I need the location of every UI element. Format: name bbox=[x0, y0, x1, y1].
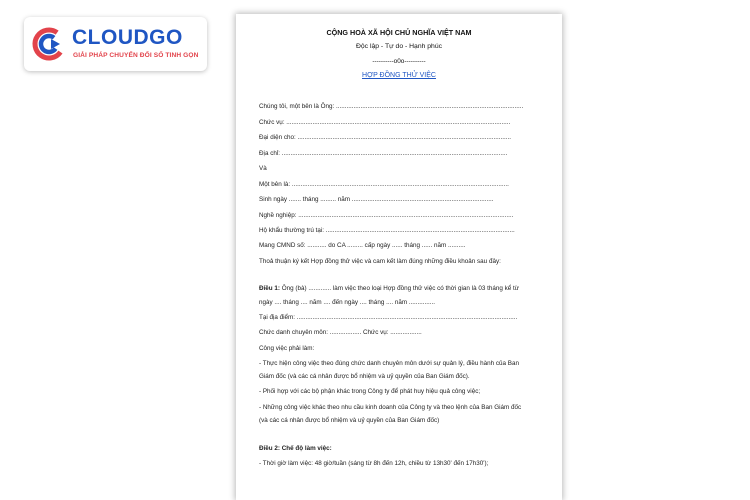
agreement-line: Thoả thuận ký kết Hợp đồng thử việc và cam kết làm đúng những điều khoản sau đây: bbox=[259, 258, 501, 265]
article-1-line-1 bbox=[259, 284, 549, 293]
document-page bbox=[236, 14, 562, 500]
document-motto: Độc lập - Tự do - Hạnh phúc bbox=[355, 43, 443, 50]
logo-name: CLOUDGO bbox=[72, 26, 183, 49]
tasks-label: Công việc phải làm: bbox=[259, 345, 315, 352]
task-1-line-1: - Thực hiện công việc theo đúng chức danh chuyên môn dưới sự quản lý, điều hành của Ban bbox=[259, 360, 519, 367]
article-1-text-1: Ông (bà) ............. làm việc theo loại Hợp đồng thử việc có thời gian là 03 tháng kể từ bbox=[280, 285, 519, 292]
party-a-representative-line: Đại diện cho: .......................................................................................................................... bbox=[259, 134, 511, 141]
task-3-line-2: (và các cá nhân được bổ nhiệm và uỷ quyền của Ban Giám đốc) bbox=[259, 417, 440, 424]
workplace-line: Tại địa điểm: .............................................................................................................................. bbox=[259, 314, 518, 321]
party-a-address-line: Địa chỉ: ................................................................................................................................. bbox=[259, 150, 508, 157]
cloudgo-logo bbox=[24, 17, 207, 71]
party-a-position-line: Chức vụ: ................................................................................................................................ bbox=[259, 119, 511, 126]
article-1-heading: Điều 1: bbox=[259, 285, 280, 292]
article-2-heading: Điều 2: Chế độ làm việc: bbox=[259, 445, 332, 452]
document-nation-header: CỘNG HOÀ XÃ HỘI CHỦ NGHĨA VIỆT NAM bbox=[326, 28, 472, 37]
birth-date-line: Sinh ngày ....... tháng ......... năm ................................................................................. bbox=[259, 196, 494, 203]
party-a-name-line: Chúng tôi, một bên là Ông: ........................................................................................................... bbox=[259, 103, 524, 110]
id-card-line: Mang CMND số: ........... do CA ......... cấp ngày ...... tháng ...... năm .......... bbox=[259, 242, 466, 249]
logo-tagline: GIẢI PHÁP CHUYỂN ĐỔI SỐ TINH GỌN bbox=[73, 52, 199, 59]
occupation-line: Nghề nghiệp: ........................................................................................................................... bbox=[259, 212, 514, 219]
job-title-line: Chức danh chuyên môn: .................. Chức vụ: .................. bbox=[259, 329, 422, 336]
party-b-line: Một bên là: ............................................................................................................................ bbox=[259, 181, 509, 188]
document-separator: ----------o0o---------- bbox=[372, 58, 426, 65]
article-1-line-2: ngày .... tháng .... năm .... đến ngày .... tháng .... năm ............... bbox=[259, 299, 436, 306]
article-2-line-1: - Thời giờ làm việc: 48 giờ/tuần (sáng từ 8h đến 12h, chiều từ 13h30' đến 17h30'); bbox=[259, 460, 489, 467]
residence-line: Hộ khẩu thường trú tại: ............................................................................................................ bbox=[259, 227, 515, 234]
and-line: Và bbox=[259, 165, 267, 172]
task-2-line: - Phối hợp với các bộ phận khác trong Công ty để phát huy hiệu quả công việc; bbox=[259, 388, 481, 395]
cloudgo-logo-icon bbox=[31, 26, 67, 62]
task-1-line-2: Giám đốc (và các cá nhân được bổ nhiệm và uỷ quyền của Ban Giám đốc). bbox=[259, 373, 470, 380]
document-title: HỢP ĐỒNG THỬ VIỆC bbox=[362, 72, 436, 79]
task-3-line-1: - Những công việc khác theo nhu cầu kinh doanh của Công ty và theo lệnh của Ban Giám đốc bbox=[259, 404, 522, 411]
